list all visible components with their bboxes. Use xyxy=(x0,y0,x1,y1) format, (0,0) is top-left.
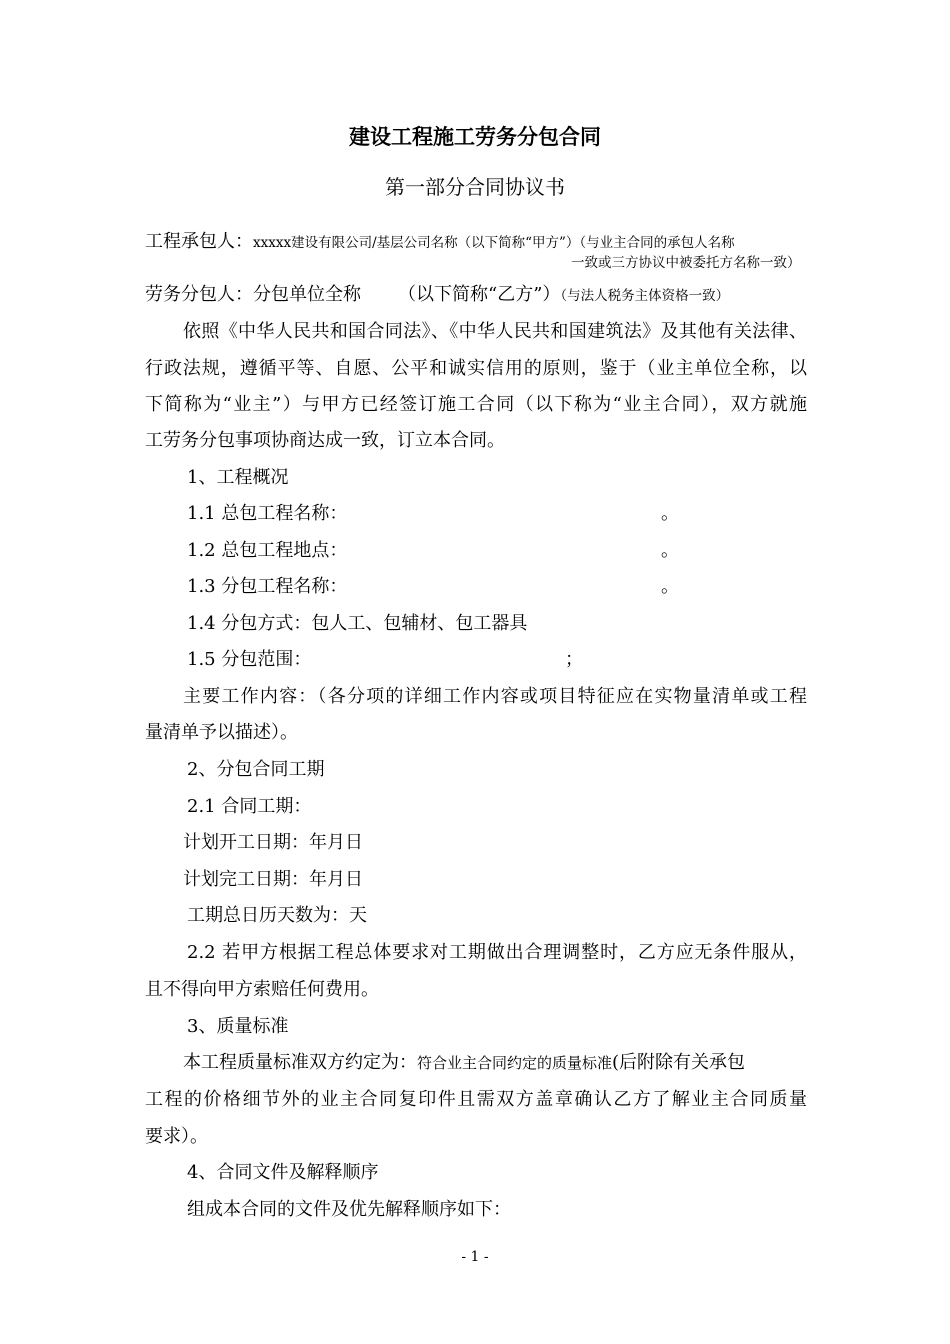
contractor-label: 工程承包人： xyxy=(145,231,253,252)
intro-line-4: 工劳务分包事项协商达成一致，订立本合同。 xyxy=(145,430,505,451)
item-1-3-label: 1.3 分包工程名称： xyxy=(187,576,348,597)
quality-label: 本工程质量标准双方约定为： xyxy=(183,1052,417,1073)
document-title: 建设工程施工劳务分包合同 xyxy=(349,125,601,149)
quality-line-2: 工程的价格细节外的业主合同复印件且需双方盖章确认乙方了解业主合同质量 xyxy=(145,1089,807,1110)
item-1-5-end: ； xyxy=(565,649,583,670)
item-1-1-label: 1.1 总包工程名称： xyxy=(187,503,348,524)
page-number: - 1 - xyxy=(461,1249,489,1265)
quality-line-1 xyxy=(183,1052,745,1074)
main-work-line-1: 主要工作内容：（各分项的详细工作内容或项目特征应在实物量清单或工程 xyxy=(183,686,807,707)
item-1-4: 1.4 分包方式：包人工、包辅材、包工器具 xyxy=(187,613,528,634)
item-2-1: 2.1 合同工期： xyxy=(187,796,312,817)
quality-standard-value: 符合业主合同约定的质量标准 xyxy=(417,1054,613,1072)
subcontractor-note: （与法人税务主体资格一致） xyxy=(560,288,730,304)
intro-line-1: 依照《中华人民共和国合同法》、《中华人民共和国建筑法》及其他有关法律、 xyxy=(183,321,807,342)
section-3-heading: 3、质量标准 xyxy=(187,1016,289,1037)
item-1-1-end: 。 xyxy=(661,503,679,524)
planned-end-date: 计划完工日期：年月日 xyxy=(183,869,363,890)
quality-line-3: 要求）。 xyxy=(145,1126,208,1147)
intro-line-3: 下简称为“业主”）与甲方已经签订施工合同（以下称为“业主合同），双方就施 xyxy=(145,394,807,415)
subcontractor-value: 分包单位全称 xyxy=(253,284,361,305)
main-work-line-2: 量清单予以描述）。 xyxy=(145,722,298,743)
item-1-2-end: 。 xyxy=(661,540,679,561)
contractor-row xyxy=(145,231,735,254)
item-1-3-end: 。 xyxy=(661,576,679,597)
section-4-line-1: 组成本合同的文件及优先解释顺序如下： xyxy=(187,1199,511,1220)
item-1-2-label: 1.2 总包工程地点： xyxy=(187,540,348,561)
item-2-2-line-1: 2.2 若甲方根据工程总体要求对工期做出合理调整时，乙方应无条件服从， xyxy=(187,942,807,963)
subcontractor-abbr-row xyxy=(398,284,729,307)
section-4-heading: 4、合同文件及解释顺序 xyxy=(187,1162,379,1183)
contractor-value: xxxxx建设有限公司/基层公司名称（以下简称“甲方”） xyxy=(253,235,580,251)
section-2-heading: 2、分包合同工期 xyxy=(187,759,325,780)
section-1-heading: 1、工程概况 xyxy=(187,467,289,488)
planned-start-date: 计划开工日期：年月日 xyxy=(183,832,363,853)
subcontractor-abbr: （以下简称“乙方”） xyxy=(398,284,561,305)
item-2-2-line-2: 且不得向甲方索赔任何费用。 xyxy=(145,979,379,1000)
quality-attachment-note: (后附除有关承包 xyxy=(612,1052,746,1073)
intro-line-2: 行政法规，遵循平等、自愿、公平和诚实信用的原则，鉴于（业主单位全称，以 xyxy=(145,358,807,379)
contractor-note-line1: （与业主合同的承包人名称 xyxy=(579,235,735,251)
document-subtitle: 第一部分合同协议书 xyxy=(385,175,565,199)
item-1-5-label: 1.5 分包范围： xyxy=(187,649,312,670)
subcontractor-row xyxy=(145,284,361,306)
contractor-note-line2: 一致或三方协议中被委托方名称一致） xyxy=(571,255,801,271)
subcontractor-label: 劳务分包人： xyxy=(145,284,253,305)
total-calendar-days: 工期总日历天数为：天 xyxy=(187,905,367,926)
